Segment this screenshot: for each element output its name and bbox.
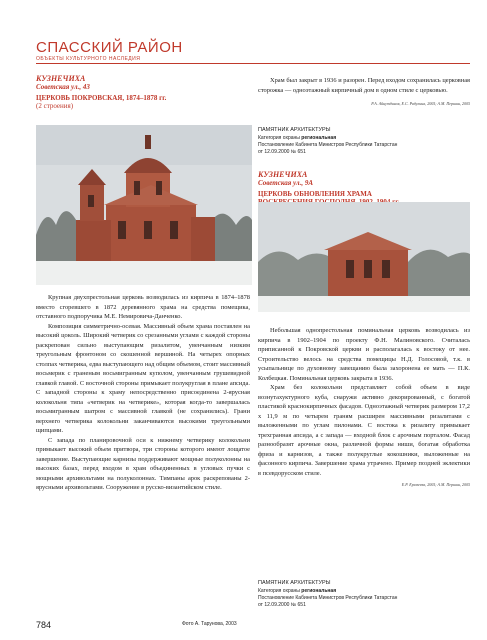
- monument-block: [258, 127, 470, 156]
- paragraph: Небольшая однопрестольная поминальная церковь возводилась из кирпича в 1902–1904 по проекту Ф.Н. Малиновского. Считалась приписанной к Покровской церкви и располагалась к востоку от нее. Строительство велось на средства помещицы Н.Д. Голосовой, т.к. в усыпальнице по духовному завещанию была захоронена ее мать — П.К. Колбецкая. Поминальная церковь закрыта в 1936.: [258, 327, 470, 382]
- decree-date: от 12.09.2000 № 651: [258, 148, 306, 155]
- street-address: Советская ул., 9А: [258, 179, 313, 187]
- church-name: ЦЕРКОВЬ ПОКРОВСКАЯ, 1874–1878 гг.: [36, 94, 167, 102]
- right-body-text: [258, 326, 470, 487]
- street-address: Советская ул., 43: [36, 83, 90, 91]
- left-body-text: [36, 293, 250, 493]
- paragraph: Храм был закрыт в 1936 и разорен. Перед входом сохранилась церковная сторожка — одноэтажный кирпичный дом в одном стиле с церковью.: [258, 77, 470, 94]
- paragraph: Храм без колокольни представляет собой объем в виде вознутахуктурного куба, снаружи активно декорированный, с богатой пластикой краснокирпичных фасадов. Одноэтажный четверик размером 17,2 х 11,9 м по четырем граням расширен массивными ризалитами с выложенными по углам пилонами. С востока к ризалиту примыкает трехгранная апсида, а с запада — входной блок с арочным порталом. Фасад разнообразят арочные окна, различной формы ниши, богатая обработка фриза и карнизов, а также полукруглые кокошники, выложенные на фасонного кирпича. Завершение храма утрачено. Пример поздней эклектики в псевдорусском стиле.: [258, 384, 470, 477]
- section-subtitle: ОБЪЕКТЫ КУЛЬТУРНОГО НАСЛЕДИЯ: [36, 56, 141, 62]
- village-name: КУЗНЕЧИХА: [258, 170, 308, 179]
- right-entry-heading: [258, 170, 470, 206]
- decree-date: от 12.09.2000 № 651: [258, 601, 306, 608]
- monument-block: [258, 580, 470, 609]
- author-credit: Е.Р. Еремеева, 2005; А.М. Першин, 2005: [401, 482, 470, 487]
- paragraph: С запада по планировочной оси к нижнему четверику колокольни примыкает высокий объем притвора, три стороны которого имеют лощатое завершение. Выступающие карнизы поддерживают мощные полуколонны на высоких базах, перед входом в храм объединенных в угловых пучки с мощными архивольтами на полуколоннах. Тимпаны арок раскрепованы 2-ярусными архивольтами. Сооружение в русско-византийском стиле.: [36, 436, 250, 491]
- right-top-text: [258, 76, 470, 106]
- paragraph: Композиция симметрично-осевая. Массивный объем храма поставлен на высокий цоколь. Широкий четверик со срезанными углами с каждой стороны раскрепован сильно выступающим ризалитом, увенчанным низким треугольным фронтоном со скошенной вершиной. На четырех опорных столпах четверика, едва выступающего над общим объемом, стоит массивный восьмерик с граненым восьмигранным куполом, увенчанным грушевидной главкой главой. С восточной стороны примыкает полукруглая в плане апсида. С западной стороны к храму непосредственно присоединена 2-ярусная колокольня типа «четверик на четверике», которая когда-то завершалась восьмигранным шатром с массивной главкой (не сохранились). Грани верхнего четверика колокольни заканчиваются высокими треугольными щипцами.: [36, 322, 250, 434]
- photo-credit: Фото А. Тарунова, 2003: [182, 621, 237, 627]
- building-note: (2 строения): [36, 102, 74, 110]
- category-line: Категория охраны региональная: [258, 587, 337, 594]
- photo-pokrovskaya-church: [36, 125, 252, 285]
- monument-label: ПАМЯТНИК АРХИТЕКТУРЫ: [258, 580, 331, 586]
- church-photo-illustration: [36, 125, 252, 285]
- author-credit: Р.А. Айнутдинов, Е.С. Радугина, 2005; А.М. Першин, 2005: [371, 101, 470, 106]
- decree-line: Постановление Кабинета Министров Республики Татарстан: [258, 141, 398, 148]
- village-name: КУЗНЕЧИХА: [36, 74, 86, 83]
- church-photo-illustration: [258, 202, 470, 312]
- left-entry-heading: [36, 74, 246, 110]
- photo-voskreseniya-church: [258, 202, 470, 312]
- church-name-line1: ЦЕРКОВЬ ОБНОВЛЕНИЯ ХРАМА: [258, 190, 372, 198]
- paragraph: Крупная двухпрестольная церковь возводилась из кирпича в 1874–1878 вместо сгоревшего в 1872 деревянного храма на средства помещика, отставного подпоручика М.Е. Немировича-Данченко.: [36, 294, 250, 320]
- header-divider: [36, 63, 470, 64]
- decree-line: Постановление Кабинета Министров Республики Татарстан: [258, 594, 398, 601]
- monument-label: ПАМЯТНИК АРХИТЕКТУРЫ: [258, 127, 331, 133]
- category-line: Категория охраны региональная: [258, 134, 337, 141]
- section-title: СПАССКИЙ РАЙОН: [36, 39, 183, 56]
- page-number: 784: [36, 620, 52, 630]
